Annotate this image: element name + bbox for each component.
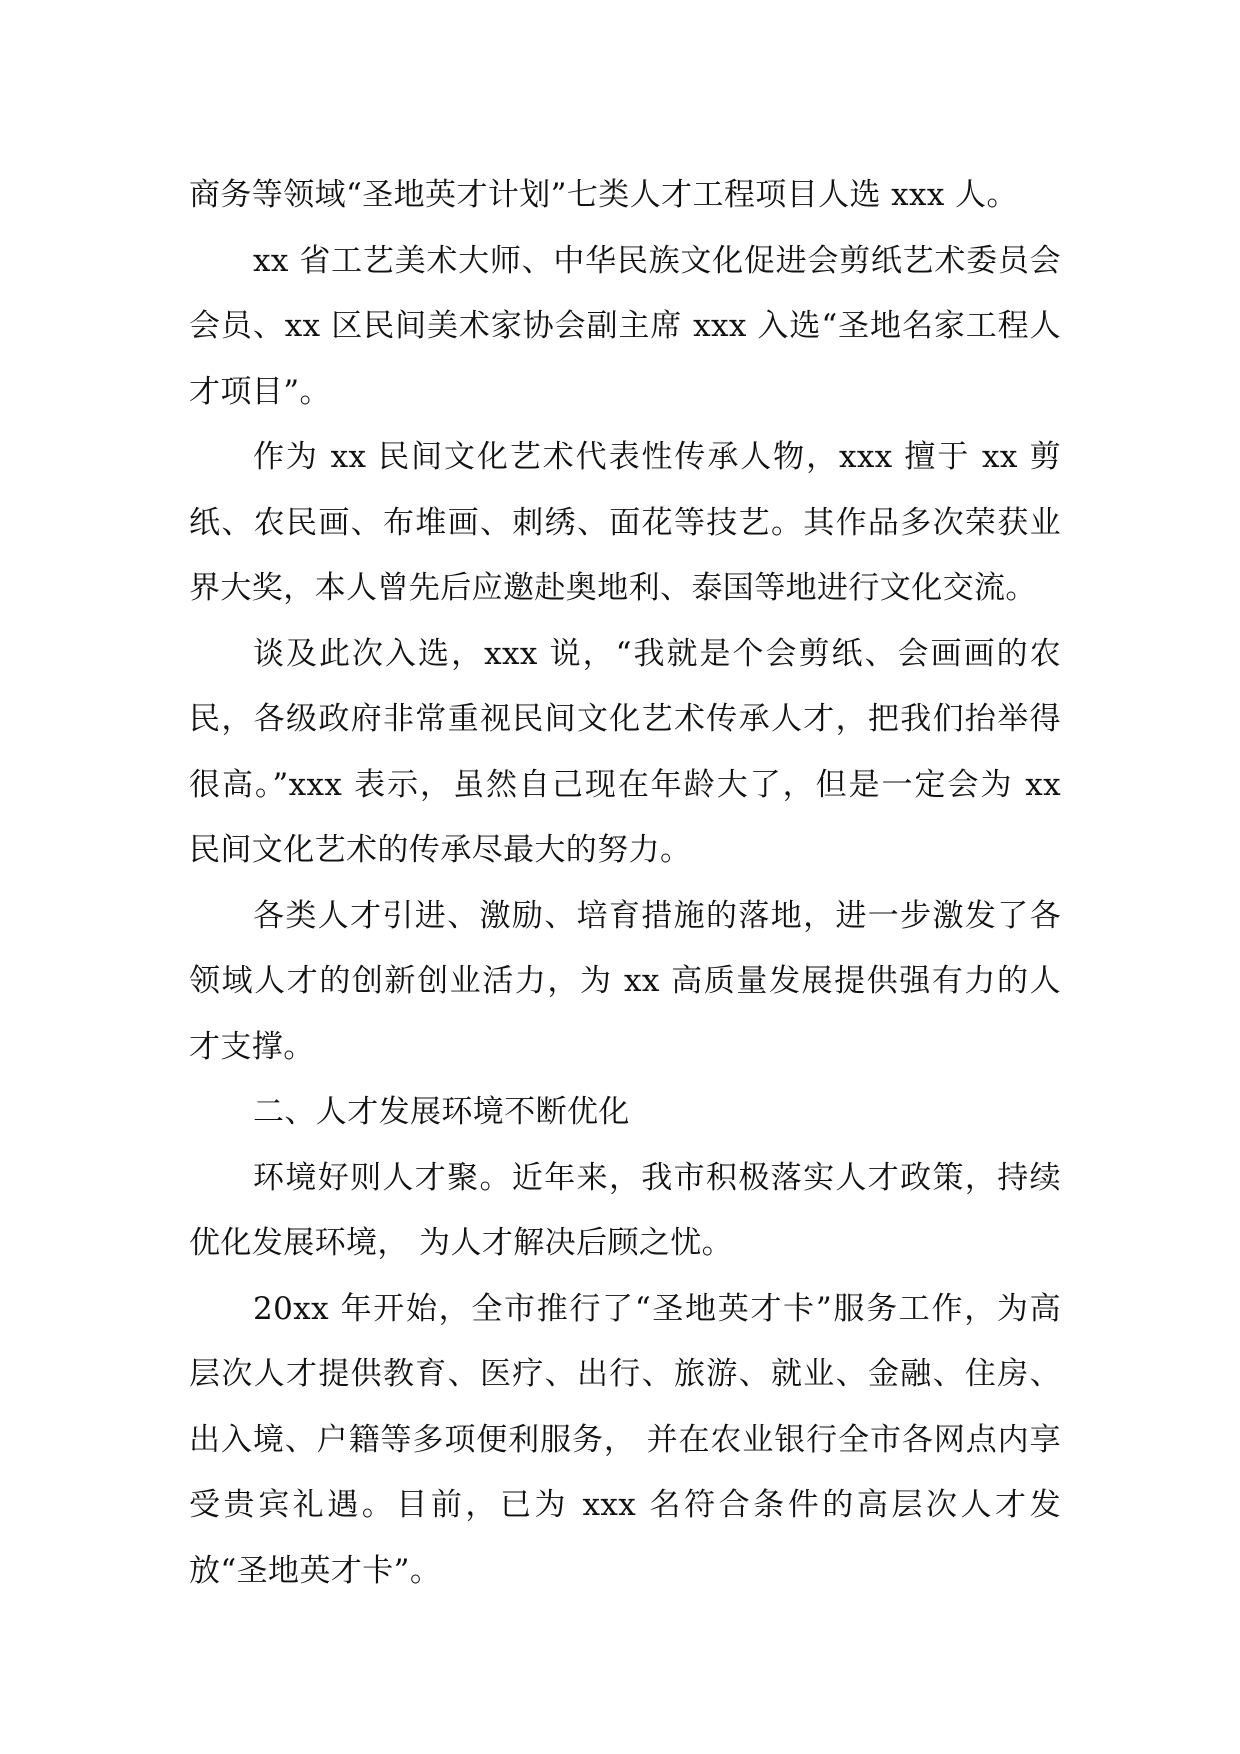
paragraph-talent-card: 20xx 年开始，全市推行了“圣地英才卡”服务工作，为高层次人才提供教育、医疗、出行、旅游、就业、金融、住房、出入境、户籍等多项便利服务， 并在农业银行全市各网点内享受贵宾礼遇。目前，已为 xxx 名符合条件的高层次人才发放“圣地英才卡”。: [189, 1290, 1061, 1589]
paragraph-continued: 商务等领域“圣地英才计划”七类人才工程项目人选 xxx 人。: [189, 177, 1018, 213]
section-heading: 二、人才发展环境不断优化: [253, 1094, 630, 1130]
paragraph-folk-art: 作为 xx 民间文化艺术代表性传承人物，xxx 擅于 xx 剪纸、农民画、布堆画、刺绣、面花等技艺。其作品多次荣获业界大奖，本人曾先后应邀赴奥地利、泰国等地进行文化交流。: [189, 439, 1061, 606]
paragraph-quote: 谈及此次入选，xxx 说，“我就是个会剪纸、会画画的农民，各级政府非常重视民间文化艺术传承人才，把我们抬举得很高。”xxx 表示，虽然自己现在年龄大了，但是一定会为 xx 民间文化艺术的传承尽最大的努力。: [189, 635, 1061, 868]
paragraph-talent-measures: 各类人才引进、激励、培育措施的落地，进一步激发了各领域人才的创新创业活力，为 xx 高质量发展提供强有力的人才支撑。: [189, 897, 1061, 1065]
document-body: [189, 163, 1061, 1604]
paragraph-environment: 环境好则人才聚。近年来，我市积极落实人才政策，持续优化发展环境， 为人才解决后顾之忧。: [189, 1159, 1061, 1261]
paragraph-master-artist: xx 省工艺美术大师、中华民族文化促进会剪纸艺术委员会会员、xx 区民间美术家协会副主席 xxx 入选“圣地名家工程人才项目”。: [189, 242, 1061, 410]
